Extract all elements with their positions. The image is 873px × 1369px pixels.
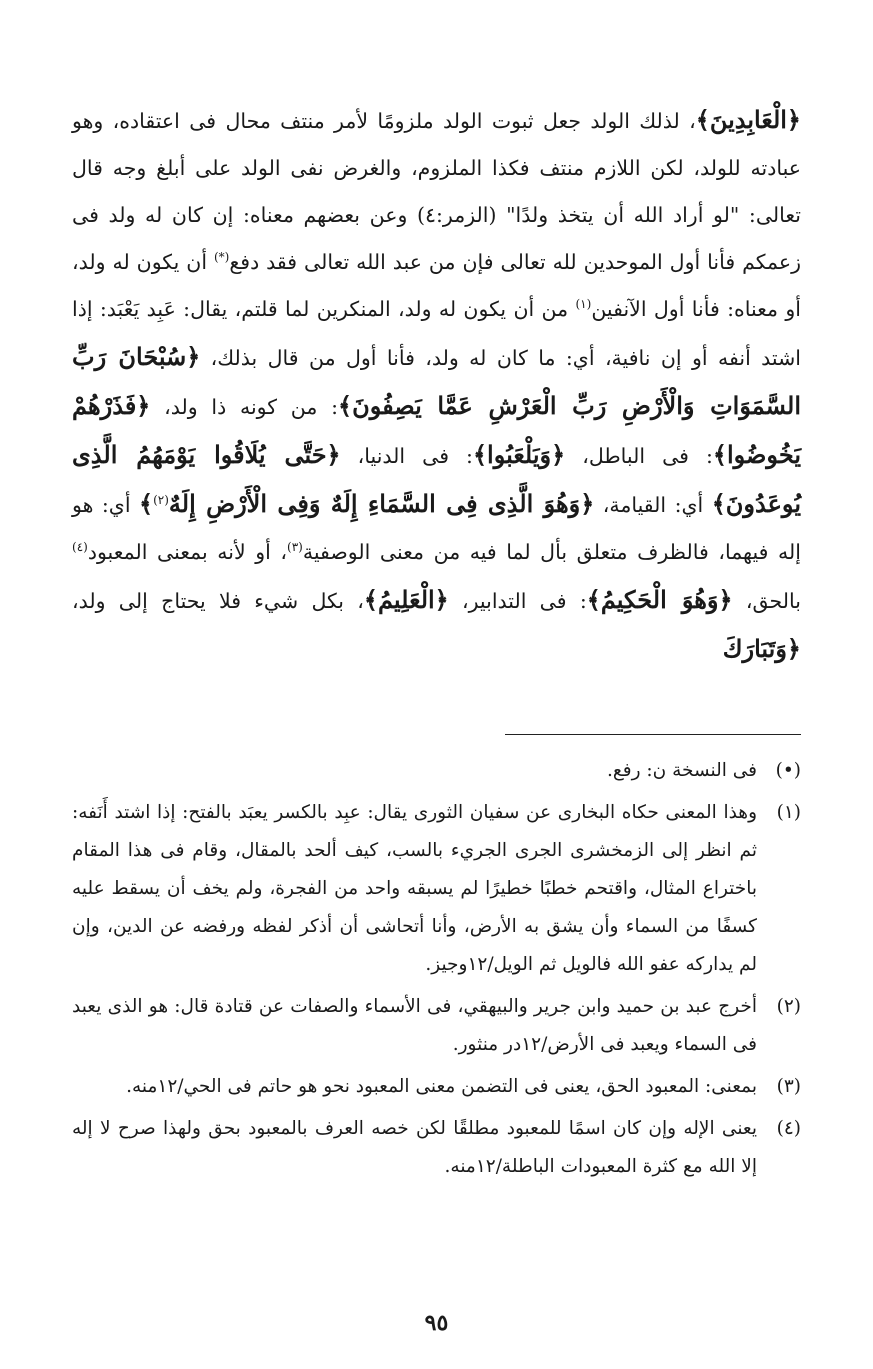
quran-verse: ﴿وَيَلْعَبُوا﴾ (472, 440, 566, 469)
quran-verse: ﴿سُبْحَانَ رَبِّ السَّمَوَاتِ وَالْأَرْضِ رَبِّ الْعَرْشِ عَمَّا يَصِفُونَ﴾ (72, 342, 801, 420)
commentary-text: ، لذلك الولد جعل ثبوت الولد ملزومًا لأمر منتف محال فى اعتقاده، وهو عبادته للولد، لكن اللازم منتف فكذا الملزوم، والغرض نفى الولد على أبلغ وجه قال تعالى: "لو أراد الله أن يتخذ ولدًا" (الزمر:٤) وعن بعضهم معناه: إن كان له ولد فى زعمكم فأنا أول الموحدين لله تعالى فإن من عبد الله تعالى فقد دفع (72, 109, 802, 274)
footnote-reference: (٣) (287, 540, 303, 555)
footnote-marker: (٣) (776, 1076, 801, 1097)
commentary-text: ، بكل شيء فلا يحتاج إلى ولد، (72, 589, 364, 613)
footnote-text: بمعنى: المعبود الحق، يعنى فى التضمن معنى المعبود نحو هو حاتم فى الحي/١٢منه. (126, 1076, 757, 1097)
footnote-item (72, 794, 801, 984)
commentary-text: أي: القيامة، (594, 493, 712, 517)
footnote-text: أخرج عبد بن حميد وابن جرير والبيهقي، فى الأسماء والصفات عن قتادة قال: هو الذى يعبد فى السماء ويعبد فى الأرض/١٢در منثور. (72, 996, 757, 1055)
footnote-marker: (•) (775, 760, 801, 781)
commentary-text: : فى التدابير، (448, 589, 587, 613)
footnote-text: وهذا المعنى حكاه البخارى عن سفيان الثورى يقال: عبِد بالكسر يعبَد بالفتح: إذا اشتد أَنَفه: ثم انظر إلى الزمخشرى الجرى الجريء بالسب، كيف ألحد بالمقال، وقام فى هذا المقام باختراع المثال، واقتحم خطبًا خطيرًا لم يسبقه واحد من الفجرة، ولم يخف أن يسقط عليه كسفًا من السماء وأن يشق به الأرض، وأنا أتحاشى أن أذكر لفظه ورفضه عن الدين، وإن لم يداركه عفو الله فالويل ثم الويل/١٢وجيز. (72, 802, 757, 975)
quran-verse: ﴿حَتَّى يُلَاقُوا يَوْمَهُمُ الَّذِى يُوعَدُونَ﴾ (72, 440, 801, 518)
quran-verse: ﴿الْعَلِيمُ﴾ (363, 585, 449, 614)
footnote-item (72, 1110, 801, 1186)
footnote-separator (505, 734, 801, 735)
footnote-reference: (٤) (72, 540, 88, 555)
commentary-text: ، أو لأنه بمعنى المعبود (87, 540, 287, 564)
quran-verse: ﴿الْعَابِدِينَ﴾ (695, 105, 801, 134)
footnotes-list (72, 752, 801, 1190)
commentary-text: من أن يكون له ولد، المنكرين لما قلتم، يقال: عَبِد يَعْبَد: إذا اشتد أنفه أو إن نافية، أي: ما كان له ولد، فأنا أول من قال بذلك، (72, 297, 801, 370)
footnote-item (72, 752, 801, 790)
footnote-reference: (*) (213, 250, 230, 265)
commentary-text: أي: هو إله فيهما، فالظرف متعلق بأل لما فيه من معنى الوصفية (72, 493, 801, 564)
footnote-marker: (٢) (776, 996, 801, 1017)
quran-verse: ﴿وَهُوَ الْحَكِيمُ﴾ (586, 585, 733, 614)
quran-verse: ﴿وَهُوَ الَّذِى فِى السَّمَاءِ إِلَهٌ وَفِى الْأَرْضِ إِلَهٌ (168, 489, 595, 518)
footnote-text: يعنى الإله وإن كان اسمًا للمعبود مطلقًا لكن خصه العرف بالمعبود بحق ولهذا صرح لا إله إلا الله مع كثرة المعبودات الباطلة/١٢منه. (72, 1118, 757, 1177)
footnote-reference: (٢) (153, 493, 169, 508)
footnote-text: فى النسخة ن: رفع. (607, 760, 757, 781)
footnote-marker: (١) (776, 802, 801, 823)
quran-verse: ﴿فَذَرْهُمْ يَخُوضُوا﴾ (72, 391, 801, 469)
commentary-text: : من كونه ذا ولد، (150, 395, 339, 419)
commentary-text: بالحق، (732, 589, 801, 613)
footnote-item (72, 1068, 801, 1106)
main-text (72, 96, 801, 674)
commentary-text: : فى الدنيا، (340, 444, 473, 468)
page-number: ٩٥ (424, 1310, 449, 1336)
footnote-marker: (٤) (776, 1118, 801, 1139)
commentary-text: : فى الباطل، (565, 444, 713, 468)
footnote-reference: (١) (575, 297, 592, 312)
quran-verse: ﴿وَتَبَارَكَ (722, 634, 801, 663)
footnote-item (72, 988, 801, 1064)
quran-verse-close: ﴾ (139, 489, 154, 518)
commentary-text: أن يكون له ولد، أو معناه: فأنا أول الآنفين (72, 250, 801, 321)
